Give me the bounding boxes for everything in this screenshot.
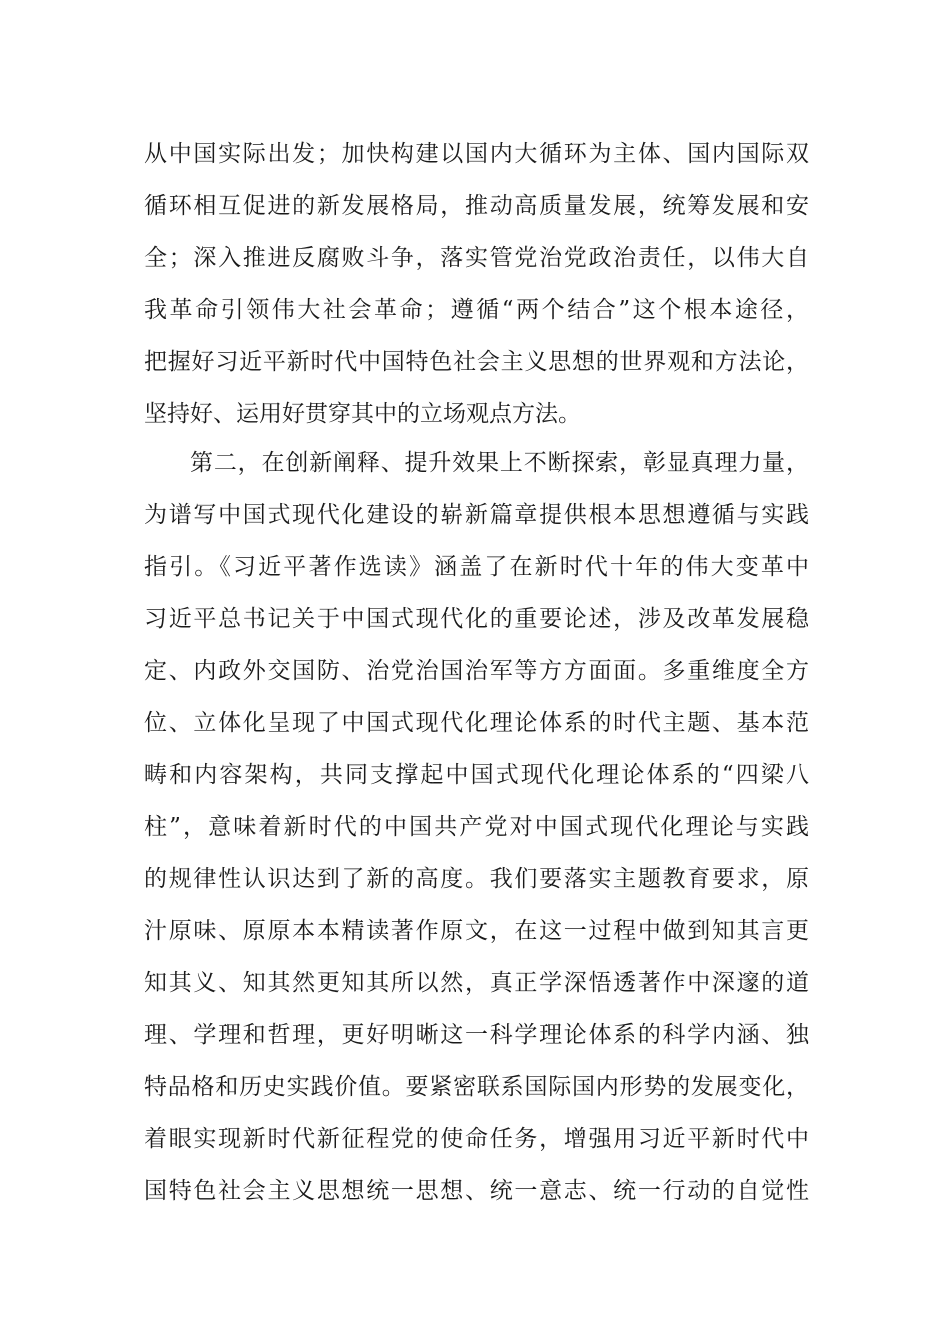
text-line: 全；深入推进反腐败斗争，落实管党治党政治责任，以伟大自 <box>144 245 809 271</box>
text-line: 定、内政外交国防、治党治国治军等方方面面。多重维度全方 <box>144 658 809 684</box>
text-line: 我革命引领伟大社会革命；遵循“两个结合”这个根本途径， <box>144 297 809 323</box>
text-line: 位、立体化呈现了中国式现代化理论体系的时代主题、基本范 <box>144 710 809 736</box>
text-line: 指引。《习近平著作选读》涵盖了在新时代十年的伟大变革中 <box>144 554 809 580</box>
text-line: 柱”，意味着新时代的中国共产党对中国式现代化理论与实践 <box>144 814 809 840</box>
text-line: 为谱写中国式现代化建设的崭新篇章提供根本思想遵循与实践 <box>144 502 809 528</box>
text-line: 汁原味、原原本本精读著作原文，在这一过程中做到知其言更 <box>144 918 809 944</box>
text-line: 知其义、知其然更知其所以然，真正学深悟透著作中深邃的道 <box>144 970 809 996</box>
text-line: 从中国实际出发；加快构建以国内大循环为主体、国内国际双 <box>144 141 809 167</box>
text-line: 理、学理和哲理，更好明晰这一科学理论体系的科学内涵、独 <box>144 1022 809 1048</box>
text-line: 着眼实现新时代新征程党的使命任务，增强用习近平新时代中 <box>144 1126 809 1152</box>
paragraph-second-point <box>144 437 809 1217</box>
paragraph-continuation <box>144 128 809 440</box>
text-line: 畴和内容架构，共同支撑起中国式现代化理论体系的“四梁八 <box>144 762 809 788</box>
text-line: 特品格和历史实践价值。要紧密联系国际国内形势的发展变化， <box>144 1074 809 1100</box>
text-line: 国特色社会主义思想统一思想、统一意志、统一行动的自觉性 <box>144 1178 809 1204</box>
text-line: 第二，在创新阐释、提升效果上不断探索，彰显真理力量， <box>190 450 809 476</box>
text-line: 的规律性认识达到了新的高度。我们要落实主题教育要求，原 <box>144 866 809 892</box>
text-line: 习近平总书记关于中国式现代化的重要论述，涉及改革发展稳 <box>144 606 809 632</box>
text-line: 坚持好、运用好贯穿其中的立场观点方法。 <box>144 401 581 427</box>
text-line: 循环相互促进的新发展格局，推动高质量发展，统筹发展和安 <box>144 193 809 219</box>
text-line: 把握好习近平新时代中国特色社会主义思想的世界观和方法论， <box>144 349 809 375</box>
